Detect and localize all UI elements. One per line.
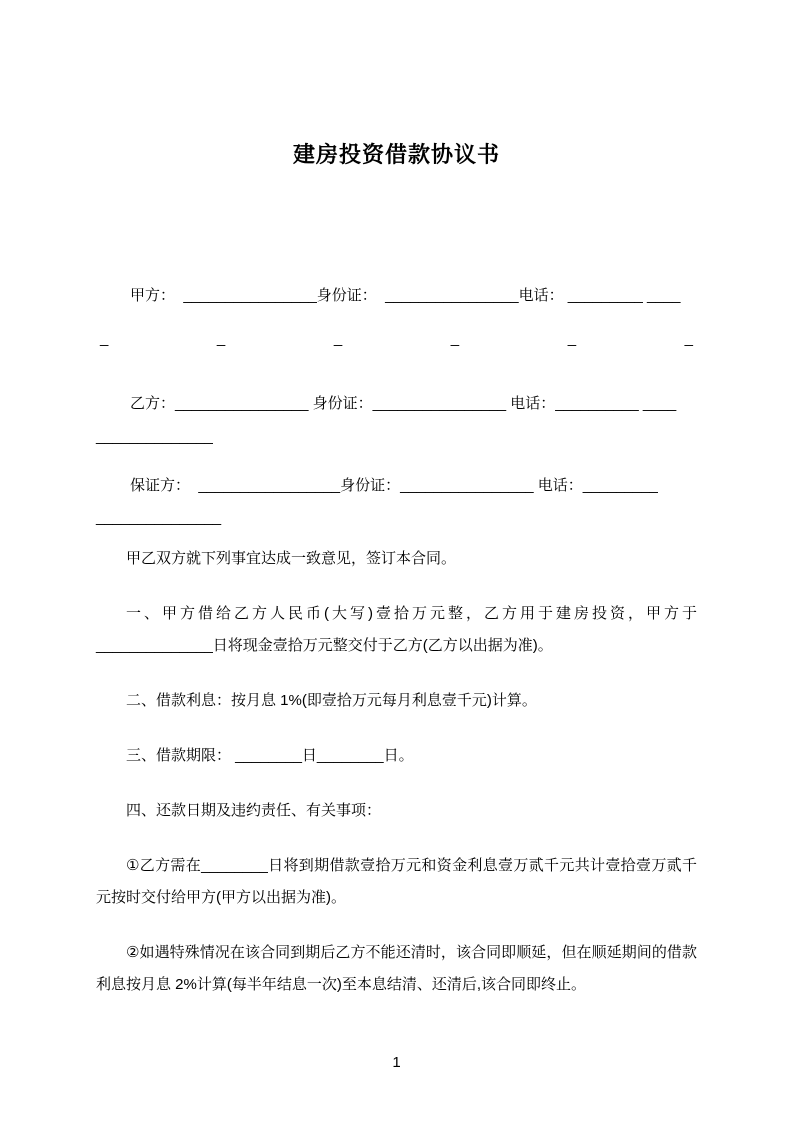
- party-yifang-continuation-line: ______________: [96, 428, 213, 445]
- intro-paragraph: 甲乙双方就下列事宜达成一致意见，签订本合同。: [126, 550, 457, 567]
- clause-4-item-1-paragraph: ①乙方需在________日将到期借款壹拾万元和资金利息壹万贰千元共计壹拾壹万贰千元按时交付给甲方(甲方以出据为准)。: [96, 857, 697, 906]
- page-number: 1: [392, 1054, 401, 1071]
- party-block-jiafang: [96, 288, 697, 347]
- clause-1-paragraph: 一、甲方借给乙方人民币(大写)壹拾万元整，乙方用于建房投资，甲方于______________日将现金壹拾万元整交付于乙方(乙方以出据为准)。: [96, 605, 697, 654]
- party-block-yifang: [96, 396, 697, 445]
- party-block-baozhengfang: [96, 478, 697, 526]
- party-jiafang-continuation-line: _ _ _ _ _ _: [100, 330, 693, 347]
- party-baozhengfang-line: 保证方： _________________身份证：________________ 电话：_________: [130, 477, 658, 494]
- parties-section: [96, 288, 697, 526]
- clause-3-paragraph: 三、借款期限： ________日________日。: [126, 747, 414, 764]
- party-yifang-line: 乙方：________________ 身份证：________________ 电话：__________ ____: [130, 395, 677, 412]
- clause-4-item-2-paragraph: ②如遇特殊情况在该合同到期后乙方不能还清时，该合同即顺延，但在顺延期间的借款利息按月息 2%计算(每半年结息一次)至本息结清、还清后,该合同即终止。: [96, 944, 697, 993]
- clause-2-paragraph: 二、借款利息：按月息 1%(即壹拾万元每月利息壹千元)计算。: [126, 692, 537, 709]
- contract-body: [96, 543, 697, 1001]
- party-jiafang-line: 甲方： ________________身份证： ________________电话： _________ ____: [130, 287, 681, 304]
- document-title: 建房投资借款协议书: [292, 142, 500, 167]
- party-baozhengfang-continuation-line: _______________: [96, 509, 222, 526]
- clause-4-paragraph: 四、还款日期及违约责任、有关事项：: [126, 802, 382, 819]
